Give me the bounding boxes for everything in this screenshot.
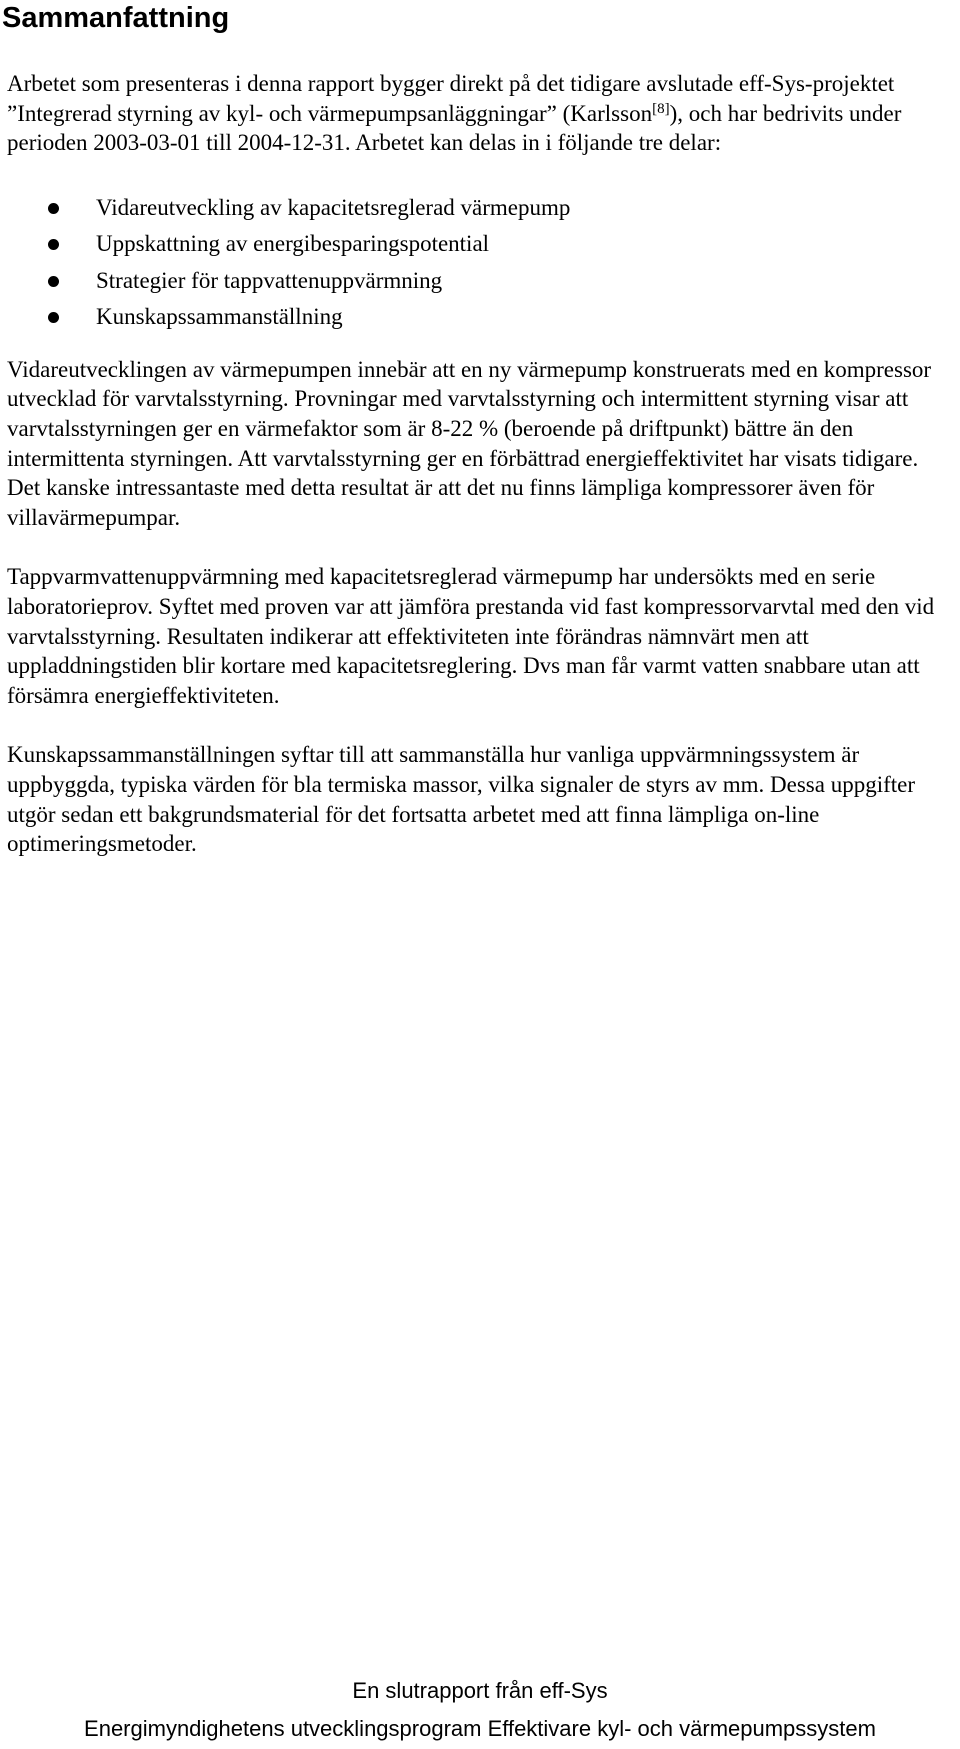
bullet-icon (48, 276, 59, 287)
list-item (7, 226, 957, 263)
spacer (7, 336, 957, 355)
list-item-text: Kunskapssammanställning (96, 304, 343, 330)
document-body (7, 69, 957, 859)
list-item-text: Strategier för tappvattenuppvärmning (96, 267, 443, 293)
footer-report-label: En slutrapport från eff-Sys (352, 1678, 608, 1703)
footer-program-label: Energimyndighetens utvecklingsprogram Effektivare kyl- och värmepumpssystem (84, 1716, 876, 1741)
intro-text-start: Arbetet som presenteras i denna rapport bygger direkt på det tidigare avslutade eff-Sys-projektet ”Integrerad styrning av kyl- och värmepumpsanläggningar” (Karlsson (7, 71, 895, 126)
spacer (7, 532, 957, 562)
bullet-icon (48, 239, 59, 250)
bullet-icon (48, 203, 59, 214)
paragraph-tap-water-heating: Tappvarmvattenuppvärmning med kapacitetsreglerad värmepump har undersökts med en serie laboratorieprov. Syftet med proven var att jämföra prestanda vid fast kompressorvarvtal med den vid varvtalsstyrning. Resultaten indikerar att effektiviteten inte förändras nämnvärt men att uppladdningstiden blir kortare med kapacitetsreglering. Dvs man får varmt vatten snabbare utan att försämra energieffektiviteten. (7, 564, 935, 708)
list-item-text: Vidareutveckling av kapacitetsreglerad värmepump (96, 194, 571, 220)
intro-paragraph (7, 69, 957, 158)
list-item (7, 190, 957, 227)
paragraph-heat-pump-development: Vidareutvecklingen av värmepumpen innebär att en ny värmepump konstruerats med en kompressor utvecklad för varvtalsstyrning. Provningar med varvtalsstyrning och intermittent styrning visar att varvtalsstyrningen ger en värmefaktor som är 8-22 % (beroende på driftpunkt) bättre än den intermittenta styrningen. Att varvtalsstyrning ger en förbättrad energieffektivitet har visats tidigare. Det kanske intressantaste med detta resultat är att det nu finns lämpliga kompressorer även för villavärmepumpar. (7, 356, 932, 530)
reference-marker (652, 101, 670, 126)
spacer (7, 158, 957, 190)
paragraph-knowledge-compilation: Kunskapssammanställningen syftar till att sammanställa hur vanliga uppvärmningssystem är uppbyggda, typiska värden för bla termiska massor, vilka signaler de styrs av mm. Dessa uppgifter utgör sedan ett bakgrundsmaterial för det fortsatta arbetet med att finna lämpliga on-line optimeringsmetoder. (7, 742, 916, 857)
list-item-text: Uppskattning av energibesparingspotential (96, 231, 490, 257)
page-title: Sammanfattning (2, 2, 230, 34)
list-item (7, 263, 957, 300)
reference-number: [8] (652, 100, 670, 117)
bullet-list (7, 190, 957, 336)
bullet-icon (48, 312, 59, 323)
spacer (7, 710, 957, 740)
intro-text-end: ), och har bedrivits under perioden 2003-03-01 till 2004-12-31. Arbetet kan delas in i följande tre delar: (7, 100, 902, 156)
list-item (7, 299, 957, 336)
